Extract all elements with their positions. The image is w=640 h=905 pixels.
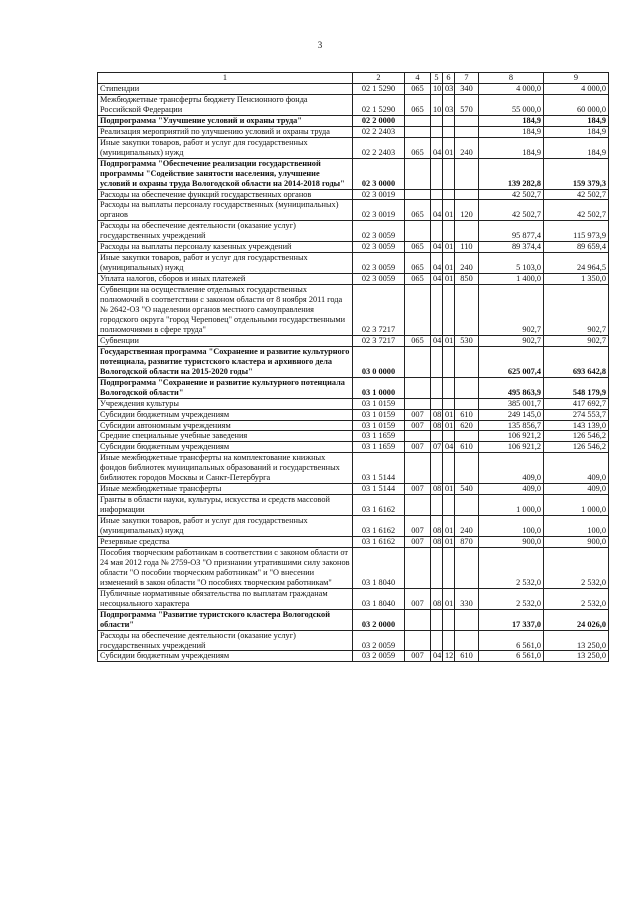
row-name: Субсидии бюджетным учреждениям [98, 409, 353, 420]
col-7: 850 [455, 274, 479, 285]
amount-col-9: 115 973,9 [544, 221, 609, 242]
col-6 [443, 115, 455, 126]
amount-col-8: 17 337,0 [479, 609, 544, 630]
col-4: 065 [405, 84, 431, 95]
row-name: Пособия творческим работникам в соответствии с законом области от 24 мая 2012 года № 2759-ОЗ "О признании утратившими силу законов области "О пособии творческим работникам" и "О внесении изменений в закон области "О пособиях творческим работникам" [98, 547, 353, 588]
col-5: 04 [431, 242, 443, 253]
col-7 [455, 115, 479, 126]
amount-col-8: 625 007,4 [479, 346, 544, 377]
amount-col-9: 417 692,7 [544, 398, 609, 409]
row-name: Субсидии бюджетным учреждениям [98, 442, 353, 453]
col-6 [443, 547, 455, 588]
amount-col-8: 135 856,7 [479, 420, 544, 431]
col-4: 007 [405, 588, 431, 609]
col-7: 340 [455, 84, 479, 95]
col-6: 01 [443, 516, 455, 537]
row-name: Стипендии [98, 84, 353, 95]
row-name: Иные закупки товаров, работ и услуг для государственных (муниципальных) нужд [98, 253, 353, 274]
header-cell: 2 [353, 73, 405, 84]
amount-col-8: 55 000,0 [479, 94, 544, 115]
row-name: Государственная программа "Сохранение и развитие культурного потенциала, развитие туристского кластера и архивного дела Вологодской области на 2015-2020 годы" [98, 346, 353, 377]
col-7: 610 [455, 409, 479, 420]
col-7: 110 [455, 242, 479, 253]
amount-col-9: 900,0 [544, 536, 609, 547]
table-row [98, 285, 609, 336]
budget-code: 02 3 0059 [353, 274, 405, 285]
amount-col-8: 409,0 [479, 484, 544, 495]
col-7: 240 [455, 137, 479, 158]
budget-table [97, 72, 609, 662]
col-7: 610 [455, 651, 479, 662]
budget-code: 03 2 0059 [353, 630, 405, 651]
col-7 [455, 630, 479, 651]
col-6 [443, 453, 455, 484]
col-6 [443, 126, 455, 137]
amount-col-9: 2 532,0 [544, 588, 609, 609]
col-6 [443, 221, 455, 242]
col-6 [443, 630, 455, 651]
col-5 [431, 346, 443, 377]
budget-code: 03 1 5144 [353, 453, 405, 484]
table-row [98, 651, 609, 662]
amount-col-8: 900,0 [479, 536, 544, 547]
col-4 [405, 115, 431, 126]
amount-col-9: 548 179,9 [544, 377, 609, 398]
col-5: 08 [431, 516, 443, 537]
table-row [98, 221, 609, 242]
amount-col-8: 95 877,4 [479, 221, 544, 242]
header-cell: 4 [405, 73, 431, 84]
amount-col-9: 42 502,7 [544, 189, 609, 200]
amount-col-8: 4 000,0 [479, 84, 544, 95]
col-6: 01 [443, 274, 455, 285]
budget-code: 03 1 8040 [353, 547, 405, 588]
row-name: Подпрограмма "Развитие туристского кластера Вологодской области" [98, 609, 353, 630]
amount-col-8: 902,7 [479, 335, 544, 346]
col-5 [431, 453, 443, 484]
row-name: Расходы на обеспечение деятельности (оказание услуг) государственных учреждений [98, 630, 353, 651]
col-5: 07 [431, 442, 443, 453]
col-4 [405, 221, 431, 242]
col-7 [455, 495, 479, 516]
budget-code: 02 3 7217 [353, 285, 405, 336]
row-name: Публичные нормативные обязательства по выплатам гражданам несоциального характера [98, 588, 353, 609]
col-5: 08 [431, 484, 443, 495]
col-6: 01 [443, 242, 455, 253]
amount-col-9: 1 000,0 [544, 495, 609, 516]
amount-col-9: 13 250,0 [544, 630, 609, 651]
col-6 [443, 189, 455, 200]
amount-col-9: 184,9 [544, 115, 609, 126]
col-7 [455, 221, 479, 242]
col-4: 007 [405, 536, 431, 547]
table-row [98, 346, 609, 377]
col-5 [431, 609, 443, 630]
col-7 [455, 126, 479, 137]
col-6 [443, 495, 455, 516]
amount-col-8: 2 532,0 [479, 547, 544, 588]
budget-code: 03 1 0159 [353, 409, 405, 420]
amount-col-9: 274 553,7 [544, 409, 609, 420]
amount-col-9: 409,0 [544, 453, 609, 484]
page-number: 3 [317, 40, 323, 50]
col-7 [455, 547, 479, 588]
table-row [98, 377, 609, 398]
amount-col-8: 409,0 [479, 453, 544, 484]
amount-col-9: 100,0 [544, 516, 609, 537]
col-6 [443, 285, 455, 336]
col-5 [431, 126, 443, 137]
col-5: 04 [431, 651, 443, 662]
budget-code: 03 1 1659 [353, 442, 405, 453]
amount-col-8: 184,9 [479, 115, 544, 126]
col-6: 03 [443, 94, 455, 115]
table-row [98, 158, 609, 189]
table-row [98, 495, 609, 516]
budget-code: 03 1 0159 [353, 420, 405, 431]
col-6: 01 [443, 536, 455, 547]
table-row [98, 409, 609, 420]
col-4: 065 [405, 274, 431, 285]
amount-col-9: 184,9 [544, 137, 609, 158]
col-7: 540 [455, 484, 479, 495]
budget-code: 02 3 0000 [353, 158, 405, 189]
col-4 [405, 630, 431, 651]
col-4: 007 [405, 516, 431, 537]
header-cell: 1 [98, 73, 353, 84]
budget-code: 02 1 5290 [353, 84, 405, 95]
col-5: 10 [431, 94, 443, 115]
amount-col-9: 24 026,0 [544, 609, 609, 630]
col-6: 01 [443, 484, 455, 495]
table-row [98, 431, 609, 442]
amount-col-8: 139 282,8 [479, 158, 544, 189]
col-5: 04 [431, 200, 443, 221]
col-6: 01 [443, 335, 455, 346]
amount-col-8: 89 374,4 [479, 242, 544, 253]
col-4 [405, 453, 431, 484]
budget-code: 02 2 0000 [353, 115, 405, 126]
col-4 [405, 377, 431, 398]
header-cell: 5 [431, 73, 443, 84]
budget-code: 02 3 0059 [353, 253, 405, 274]
col-5 [431, 189, 443, 200]
col-4: 065 [405, 137, 431, 158]
col-6 [443, 346, 455, 377]
col-4: 007 [405, 442, 431, 453]
row-name: Учреждения культуры [98, 398, 353, 409]
col-6 [443, 377, 455, 398]
col-6: 04 [443, 442, 455, 453]
col-5: 08 [431, 588, 443, 609]
row-name: Межбюджетные трансферты бюджету Пенсионного фонда Российской Федерации [98, 94, 353, 115]
table-row [98, 200, 609, 221]
col-7: 330 [455, 588, 479, 609]
row-name: Иные межбюджетные трансферты [98, 484, 353, 495]
table-row [98, 442, 609, 453]
col-7 [455, 398, 479, 409]
row-name: Субсидии бюджетным учреждениям [98, 651, 353, 662]
col-7: 870 [455, 536, 479, 547]
table-row [98, 420, 609, 431]
col-6: 01 [443, 409, 455, 420]
row-name: Гранты в области науки, культуры, искусства и средств массовой информации [98, 495, 353, 516]
col-4 [405, 495, 431, 516]
amount-col-8: 100,0 [479, 516, 544, 537]
budget-code: 03 2 0059 [353, 651, 405, 662]
col-6: 01 [443, 253, 455, 274]
table-row [98, 398, 609, 409]
table-row [98, 189, 609, 200]
budget-code: 03 2 0000 [353, 609, 405, 630]
row-name: Субсидии автономным учреждениям [98, 420, 353, 431]
col-7: 610 [455, 442, 479, 453]
amount-col-9: 902,7 [544, 285, 609, 336]
col-7 [455, 609, 479, 630]
col-7 [455, 189, 479, 200]
col-4 [405, 547, 431, 588]
col-5 [431, 547, 443, 588]
amount-col-9: 184,9 [544, 126, 609, 137]
col-6: 01 [443, 420, 455, 431]
col-4: 065 [405, 200, 431, 221]
amount-col-9: 143 139,0 [544, 420, 609, 431]
table-row [98, 335, 609, 346]
table-row [98, 484, 609, 495]
col-6: 01 [443, 137, 455, 158]
col-7 [455, 377, 479, 398]
amount-col-8: 6 561,0 [479, 630, 544, 651]
col-7: 620 [455, 420, 479, 431]
col-6 [443, 431, 455, 442]
row-name: Иные межбюджетные трансферты на комплектование книжных фондов библиотек муниципальных образований и государственных библиотек городов Москвы и Санкт-Петербурга [98, 453, 353, 484]
row-name: Уплата налогов, сборов и иных платежей [98, 274, 353, 285]
row-name: Расходы на обеспечение деятельности (оказание услуг) государственных учреждений [98, 221, 353, 242]
col-5: 04 [431, 137, 443, 158]
col-6 [443, 158, 455, 189]
budget-code: 02 3 0059 [353, 221, 405, 242]
table-row [98, 588, 609, 609]
col-5 [431, 630, 443, 651]
row-name: Средние специальные учебные заведения [98, 431, 353, 442]
budget-code: 03 1 6162 [353, 495, 405, 516]
amount-col-9: 693 642,8 [544, 346, 609, 377]
table-row [98, 630, 609, 651]
table-row [98, 137, 609, 158]
col-6: 03 [443, 84, 455, 95]
budget-code: 02 3 0019 [353, 200, 405, 221]
budget-code: 03 0 0000 [353, 346, 405, 377]
col-7 [455, 285, 479, 336]
col-5: 04 [431, 253, 443, 274]
col-5: 10 [431, 84, 443, 95]
amount-col-8: 495 863,9 [479, 377, 544, 398]
col-4 [405, 285, 431, 336]
budget-code: 03 1 0000 [353, 377, 405, 398]
amount-col-8: 5 103,0 [479, 253, 544, 274]
budget-code: 03 1 0159 [353, 398, 405, 409]
amount-col-9: 126 546,2 [544, 431, 609, 442]
amount-col-9: 4 000,0 [544, 84, 609, 95]
row-name: Резервные средства [98, 536, 353, 547]
col-6: 01 [443, 588, 455, 609]
row-name: Реализация мероприятий по улучшению условий и охраны труда [98, 126, 353, 137]
amount-col-9: 409,0 [544, 484, 609, 495]
col-4 [405, 431, 431, 442]
col-4: 065 [405, 242, 431, 253]
col-7 [455, 346, 479, 377]
amount-col-8: 902,7 [479, 285, 544, 336]
col-7: 570 [455, 94, 479, 115]
col-4 [405, 346, 431, 377]
table-row [98, 274, 609, 285]
col-5: 08 [431, 420, 443, 431]
col-6: 01 [443, 200, 455, 221]
row-name: Иные закупки товаров, работ и услуг для государственных (муниципальных) нужд [98, 516, 353, 537]
row-name: Субвенции на осуществление отдельных государственных полномочий в соответствии с законом области от 8 ноября 2011 года № 2642-ОЗ "О наделении органов местного самоуправления городского округа "город Череповец" отдельными государственными полномочиями в сфере труда" [98, 285, 353, 336]
col-6: 12 [443, 651, 455, 662]
budget-code: 02 3 0019 [353, 189, 405, 200]
col-4: 007 [405, 484, 431, 495]
table-row [98, 516, 609, 537]
row-name: Подпрограмма "Обеспечение реализации государственной программы "Содействие занятости населения, улучшение условий и охраны труда Вологодской области на 2014-2018 годы" [98, 158, 353, 189]
row-name: Расходы на обеспечение функций государственных органов [98, 189, 353, 200]
col-7: 120 [455, 200, 479, 221]
col-5 [431, 158, 443, 189]
budget-code: 02 3 7217 [353, 335, 405, 346]
col-5 [431, 398, 443, 409]
amount-col-8: 385 001,7 [479, 398, 544, 409]
col-7 [455, 453, 479, 484]
table-row [98, 453, 609, 484]
amount-col-8: 184,9 [479, 137, 544, 158]
amount-col-8: 42 502,7 [479, 189, 544, 200]
budget-code: 02 1 5290 [353, 94, 405, 115]
col-6 [443, 398, 455, 409]
col-5: 08 [431, 409, 443, 420]
budget-code: 03 1 1659 [353, 431, 405, 442]
col-4: 007 [405, 651, 431, 662]
col-4 [405, 609, 431, 630]
col-4 [405, 126, 431, 137]
row-name: Расходы на выплаты персоналу государственных (муниципальных) органов [98, 200, 353, 221]
budget-code: 02 2 2403 [353, 137, 405, 158]
header-row [98, 73, 609, 84]
col-4 [405, 398, 431, 409]
col-5: 04 [431, 335, 443, 346]
amount-col-9: 24 964,5 [544, 253, 609, 274]
amount-col-8: 106 921,2 [479, 431, 544, 442]
row-name: Субвенции [98, 335, 353, 346]
col-5: 08 [431, 536, 443, 547]
col-7: 240 [455, 516, 479, 537]
table-row [98, 115, 609, 126]
table-row [98, 94, 609, 115]
budget-code: 03 1 8040 [353, 588, 405, 609]
table-row [98, 242, 609, 253]
amount-col-9: 60 000,0 [544, 94, 609, 115]
table-row [98, 536, 609, 547]
col-7: 240 [455, 253, 479, 274]
amount-col-9: 13 250,0 [544, 651, 609, 662]
col-7 [455, 158, 479, 189]
col-4 [405, 189, 431, 200]
amount-col-8: 1 000,0 [479, 495, 544, 516]
row-name: Расходы на выплаты персоналу казенных учреждений [98, 242, 353, 253]
amount-col-8: 184,9 [479, 126, 544, 137]
col-5 [431, 431, 443, 442]
header-cell: 9 [544, 73, 609, 84]
col-5 [431, 115, 443, 126]
col-4: 065 [405, 335, 431, 346]
amount-col-8: 2 532,0 [479, 588, 544, 609]
col-4 [405, 158, 431, 189]
budget-code: 02 3 0059 [353, 242, 405, 253]
header-cell: 6 [443, 73, 455, 84]
col-5 [431, 285, 443, 336]
budget-code: 03 1 6162 [353, 536, 405, 547]
col-4: 065 [405, 94, 431, 115]
amount-col-9: 42 502,7 [544, 200, 609, 221]
amount-col-8: 249 145,0 [479, 409, 544, 420]
col-6 [443, 609, 455, 630]
amount-col-8: 42 502,7 [479, 200, 544, 221]
amount-col-9: 89 659,4 [544, 242, 609, 253]
amount-col-9: 902,7 [544, 335, 609, 346]
amount-col-8: 1 400,0 [479, 274, 544, 285]
col-5 [431, 221, 443, 242]
row-name: Подпрограмма "Сохранение и развитие культурного потенциала Вологодской области" [98, 377, 353, 398]
col-5 [431, 377, 443, 398]
col-4: 007 [405, 409, 431, 420]
table-row [98, 609, 609, 630]
table-row [98, 547, 609, 588]
row-name: Иные закупки товаров, работ и услуг для государственных (муниципальных) нужд [98, 137, 353, 158]
table-row [98, 253, 609, 274]
col-4: 007 [405, 420, 431, 431]
col-5: 04 [431, 274, 443, 285]
amount-col-8: 106 921,2 [479, 442, 544, 453]
budget-code: 02 2 2403 [353, 126, 405, 137]
col-4: 065 [405, 253, 431, 274]
header-cell: 7 [455, 73, 479, 84]
col-7: 530 [455, 335, 479, 346]
col-7 [455, 431, 479, 442]
row-name: Подпрограмма "Улучшение условий и охраны труда" [98, 115, 353, 126]
budget-code: 03 1 6162 [353, 516, 405, 537]
amount-col-9: 126 546,2 [544, 442, 609, 453]
col-5 [431, 495, 443, 516]
amount-col-9: 2 532,0 [544, 547, 609, 588]
budget-code: 03 1 5144 [353, 484, 405, 495]
amount-col-9: 1 350,0 [544, 274, 609, 285]
table-row [98, 84, 609, 95]
amount-col-8: 6 561,0 [479, 651, 544, 662]
table-row [98, 126, 609, 137]
amount-col-9: 159 379,3 [544, 158, 609, 189]
header-cell: 8 [479, 73, 544, 84]
